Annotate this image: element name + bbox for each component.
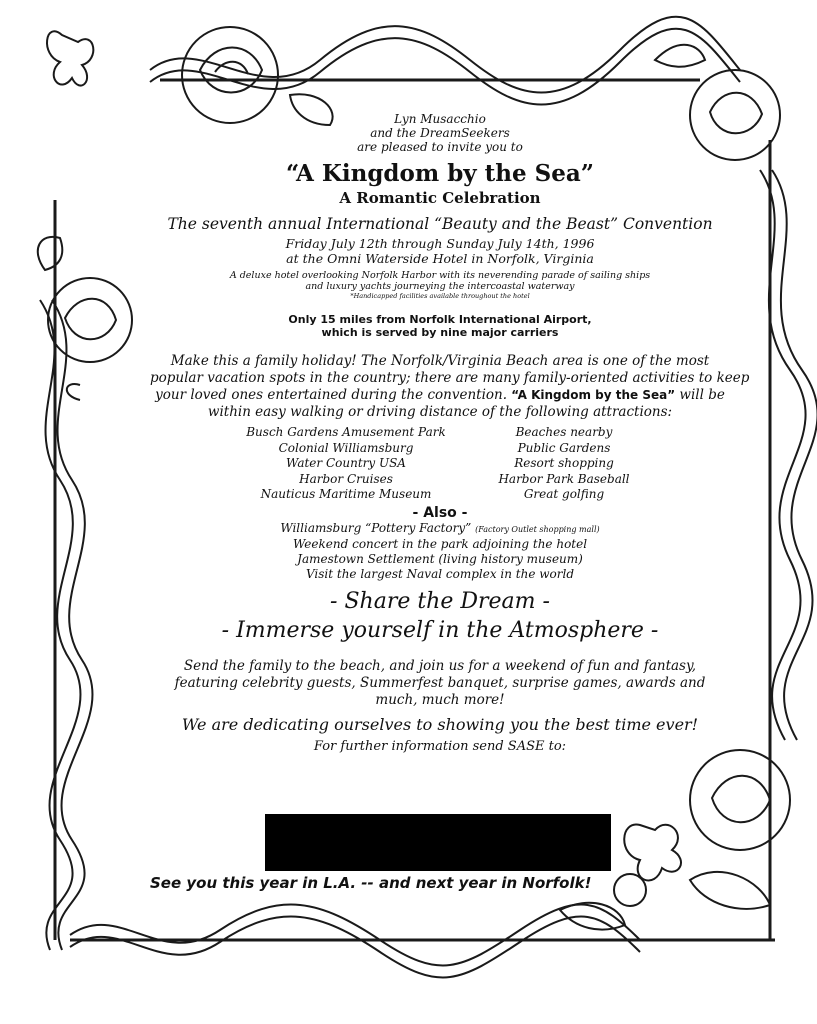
list-item	[150, 521, 730, 537]
family-paragraph	[150, 353, 750, 421]
further-info-line: For further information send SASE to:	[313, 738, 567, 754]
host-name: Lyn Musacchio	[394, 112, 486, 126]
list-item: Water Country USA	[286, 456, 406, 470]
family-text: will be	[675, 387, 725, 403]
invitation-body	[150, 112, 750, 755]
hotel-description	[150, 270, 730, 301]
dates-block	[150, 236, 730, 266]
slogan-share: - Share the Dream -	[330, 588, 550, 614]
also-item-note: (Factory Outlet shopping mall)	[475, 524, 600, 534]
event-dates: Friday July 12th through Sunday July 14th, 1996	[285, 236, 595, 251]
list-item: Harbor Park Baseball	[498, 471, 630, 486]
signoff-line: See you this year in L.A. -- and next year in Norfolk!	[150, 874, 592, 892]
hotel-desc-line: A deluxe hotel overlooking Norfolk Harbor with its neverending parade of sailing ships	[229, 270, 651, 281]
attractions-list	[150, 425, 730, 503]
also-heading: - Also -	[412, 504, 468, 521]
slogan-immerse: - Immerse yourself in the Atmosphere -	[221, 617, 659, 643]
family-line: popular vacation spots in the country; there are many family-oriented activities to keep	[150, 370, 750, 386]
closing-line: featuring celebrity guests, Summerfest banquet, surprise games, awards and	[174, 674, 706, 691]
invite-phrase: are pleased to invite you to	[357, 140, 523, 154]
list-item: Colonial Williamsburg	[278, 440, 414, 455]
list-item: Harbor Cruises	[299, 471, 393, 486]
also-item-text: Williamsburg “Pottery Factory”	[280, 520, 472, 535]
host-block	[150, 112, 730, 154]
list-item: Visit the largest Naval complex in the world	[305, 566, 575, 581]
list-item: Resort shopping	[514, 456, 614, 470]
list-item: Great golfing	[523, 487, 605, 501]
attractions-left-column	[241, 425, 451, 503]
event-subtitle: A Romantic Celebration	[339, 189, 541, 207]
event-title: “A Kingdom by the Sea”	[285, 160, 595, 187]
airport-line: which is served by nine major carriers	[321, 326, 559, 339]
redacted-address-box	[265, 814, 611, 871]
closing-line: Send the family to the beach, and join us for a weekend of fun and fantasy,	[183, 657, 697, 674]
list-item: Nauticus Maritime Museum	[260, 487, 432, 501]
dedication-line: We are dedicating ourselves to showing you the best time ever!	[181, 714, 699, 734]
list-item: Public Gardens	[517, 440, 611, 455]
closing-paragraph	[150, 658, 730, 709]
hotel-desc-line: and luxury yachts journeying the intercoastal waterway	[305, 281, 575, 292]
airport-info	[150, 313, 730, 339]
list-item: Jamestown Settlement (living history museum)	[297, 551, 583, 566]
event-venue: at the Omni Waterside Hotel in Norfolk, Virginia	[286, 251, 594, 266]
family-line	[150, 387, 730, 404]
event-title-inline: “A Kingdom by the Sea”	[511, 388, 676, 402]
hotel-accessibility-note: *Handicapped facilities available throughout the hotel	[350, 292, 530, 300]
family-line: within easy walking or driving distance of the following attractions:	[207, 404, 673, 420]
list-item: Weekend concert in the park adjoining the hotel	[292, 536, 588, 551]
host-group: and the DreamSeekers	[370, 126, 510, 140]
family-text: your loved ones entertained during the convention.	[155, 387, 512, 403]
airport-line: Only 15 miles from Norfolk International Airport,	[288, 313, 592, 326]
also-list	[150, 521, 730, 582]
attractions-right-column	[489, 425, 639, 503]
convention-name: The seventh annual International “Beauty and the Beast” Convention	[167, 215, 713, 233]
family-line: Make this a family holiday! The Norfolk/Virginia Beach area is one of the most	[170, 353, 710, 369]
closing-line: much, much more!	[375, 691, 505, 708]
list-item: Beaches nearby	[515, 425, 613, 439]
list-item: Busch Gardens Amusement Park	[246, 425, 446, 439]
